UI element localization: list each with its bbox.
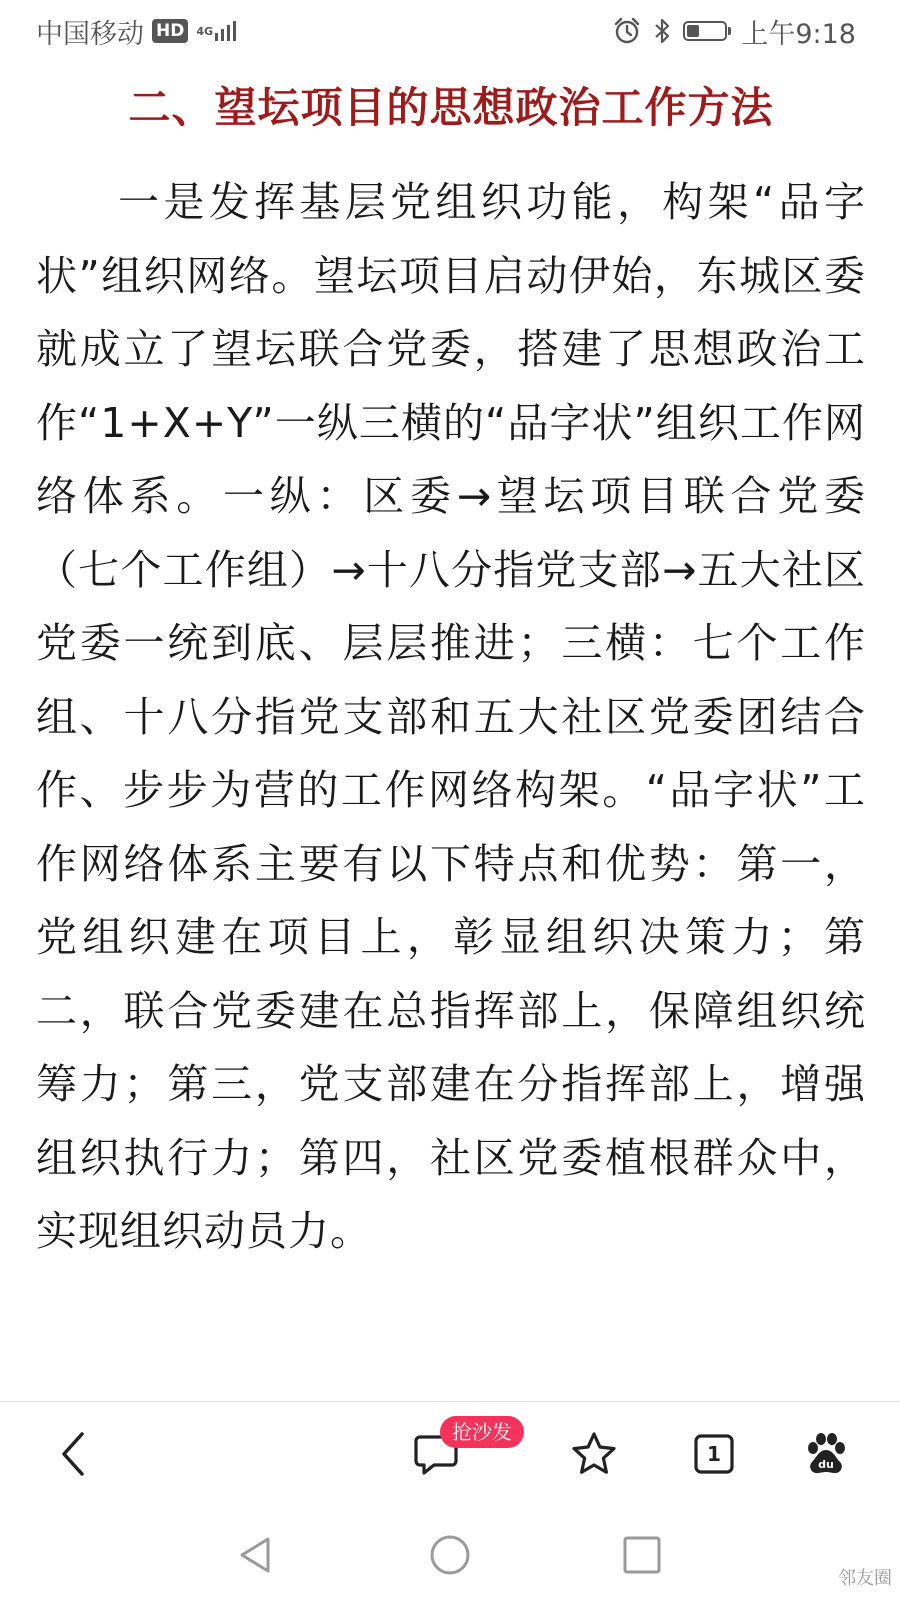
system-home-button[interactable]	[422, 1527, 478, 1583]
status-bar-left	[36, 12, 241, 51]
sofa-badge[interactable]: 抢沙发	[440, 1416, 524, 1448]
favorite-button[interactable]	[564, 1424, 624, 1484]
signal-icon	[215, 19, 241, 43]
baidu-button[interactable]	[796, 1424, 856, 1484]
system-back-button[interactable]	[228, 1527, 284, 1583]
watermark: 邻友圈	[838, 1568, 892, 1589]
back-button[interactable]	[44, 1424, 104, 1484]
bluetooth-icon	[653, 17, 671, 45]
battery-icon	[683, 21, 727, 41]
system-recent-button[interactable]	[614, 1527, 670, 1583]
status-bar	[0, 0, 900, 62]
alarm-icon	[613, 17, 641, 45]
nav-home-icon	[428, 1533, 472, 1577]
nav-recent-icon	[620, 1533, 664, 1577]
network-type-label: 4G	[196, 24, 214, 38]
tab-count: 1	[707, 1442, 721, 1466]
article-paragraph: 一是发挥基层党组织功能，构架“品字状”组织网络。望坛项目启动伊始，东城区委就成立了望坛联合党委，搭建了思想政治工作“1+X+Y”一纵三横的“品字状”组织工作网络体系。一纵：区委→望坛项目联合党委（七个工作组）→十八分指党支部→五大社区党委一统到底、层层推进；三横：七个工作组、十八分指党支部和五大社区党委团结合作、步步为营的工作网络构架。“品字状”工作网络体系主要有以下特点和优势：第一，党组织建在项目上，彰显组织决策力；第二，联合党委建在总指挥部上，保障组织统筹力；第三，党支部建在分指挥部上，增强组织执行力；第四，社区党委植根群众中，实现组织动员力。	[36, 178, 866, 1255]
section-heading: 二、望坛项目的思想政治工作方法	[128, 83, 774, 132]
tabs-button[interactable]	[684, 1424, 744, 1484]
status-bar-right	[613, 12, 856, 51]
hd-icon: HD	[152, 19, 188, 43]
nav-back-icon	[234, 1533, 278, 1577]
back-icon	[56, 1430, 92, 1478]
article-content	[36, 72, 866, 1269]
baidu-icon	[802, 1430, 850, 1478]
system-nav-bar	[0, 1509, 900, 1600]
star-icon	[570, 1430, 618, 1478]
carrier-name: 中国移动	[36, 18, 144, 50]
battery-level-fill	[687, 25, 699, 37]
clock-time: 上午9:18	[741, 18, 856, 50]
svg-text:du: du	[818, 1458, 834, 1471]
browser-toolbar	[0, 1401, 900, 1509]
